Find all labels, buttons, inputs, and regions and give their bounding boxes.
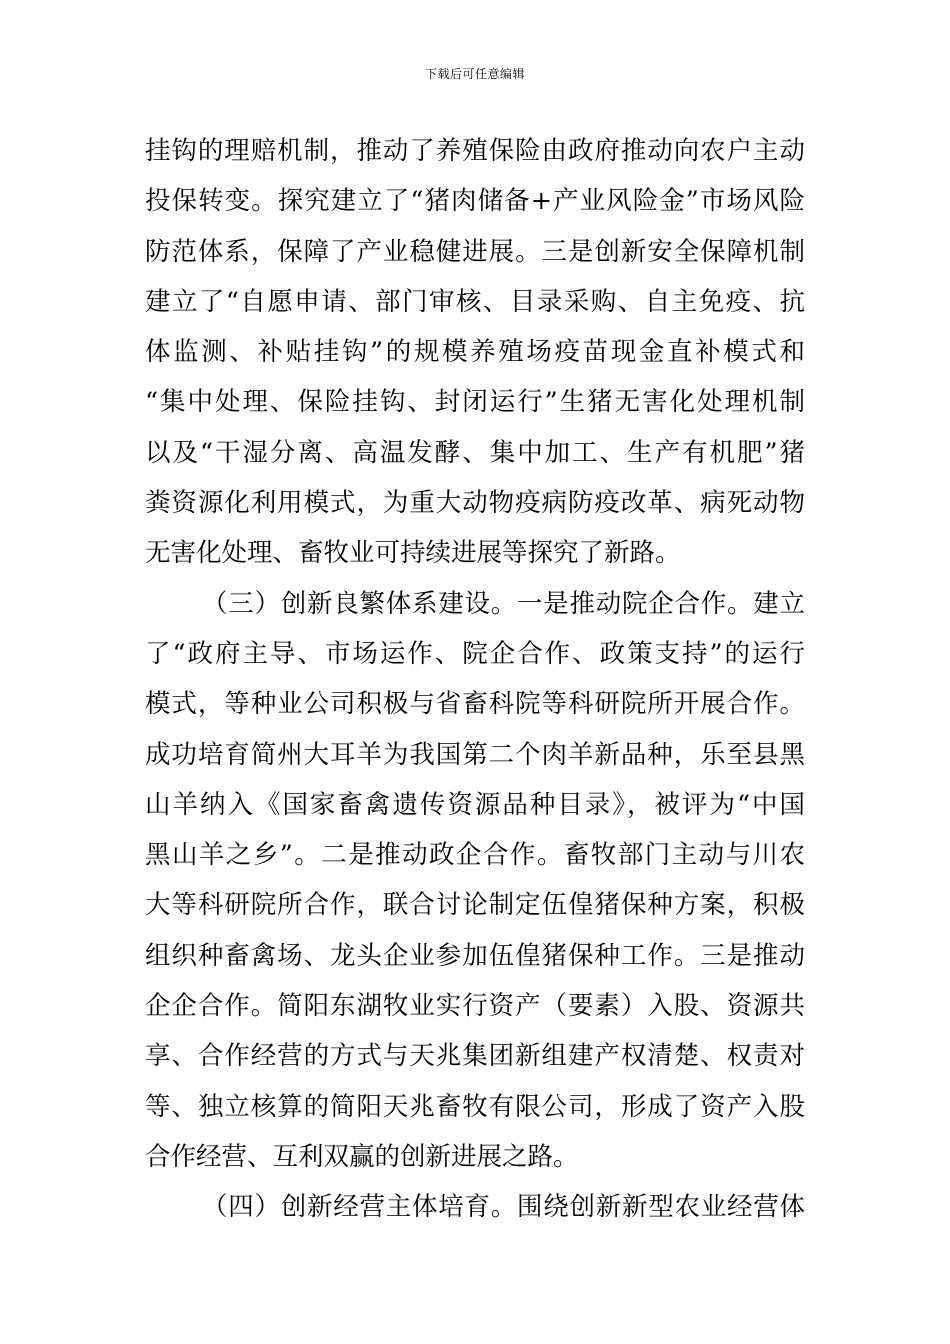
text-line: 以及“干湿分离、高温发酵、集中加工、生产有机肥”猪 xyxy=(145,437,805,468)
text-line: 山羊纳入《国家畜禽遗传资源品种目录》，被评为“中国 xyxy=(145,789,805,820)
text-line: 粪资源化利用模式，为重大动物疫病防疫改革、病死动物 xyxy=(145,488,805,519)
text-line: 无害化处理、畜牧业可持续进展等探究了新路。 xyxy=(145,538,681,569)
text-line: 合作经营、互利双赢的创新进展之路。 xyxy=(145,1141,579,1172)
text-line: 大等科研院所合作，联合讨论制定伍偟猪保种方案，积极 xyxy=(145,890,805,921)
section-heading-line: （四）创新经营主体培育。围绕创新新型农业经营体 xyxy=(202,1192,805,1223)
text-line: 黑山羊之乡”。二是推动政企合作。畜牧部门主动与川农 xyxy=(145,840,805,871)
document-body xyxy=(145,126,805,1233)
text-line: 企企合作。简阳东湖牧业实行资产（要素）入股、资源共 xyxy=(145,991,805,1022)
text-line: 挂钩的理赔机制，推动了养殖保险由政府推动向农户主动 xyxy=(145,136,805,166)
text-line: 享、合作经营的方式与天兆集团新组建产权清楚、权责对 xyxy=(145,1041,805,1072)
text-line: 建立了“自愿申请、部门审核、目录采购、自主免疫、抗 xyxy=(145,286,805,317)
text-line: 成功培育简州大耳羊为我国第二个肉羊新品种，乐至县黑 xyxy=(145,739,805,770)
text-line: 了“政府主导、市场运作、院企合作、政策支持”的运行 xyxy=(145,638,805,669)
page-header: 下载后可任意编辑 xyxy=(424,67,525,81)
text-line: “集中处理、保险挂钩、封闭运行”生猪无害化处理机制 xyxy=(145,387,805,418)
text-line: 组织种畜禽场、龙头企业参加伍偟猪保种工作。三是推动 xyxy=(145,940,805,971)
section-heading-line: （三）创新良繁体系建设。一是推动院企合作。建立 xyxy=(202,588,805,619)
text-line: 等、独立核算的简阳天兆畜牧有限公司，形成了资产入股 xyxy=(145,1091,805,1122)
text-line: 投保转变。探究建立了“猪肉储备+产业风险金”市场风险 xyxy=(145,186,805,217)
text-line: 防范体系，保障了产业稳健进展。三是创新安全保障机制 xyxy=(145,236,805,267)
text-line: 模式，等种业公司积极与省畜科院等科研院所开展合作。 xyxy=(145,689,805,720)
text-line: 体监测、补贴挂钩”的规模养殖场疫苗现金直补模式和 xyxy=(145,337,805,368)
